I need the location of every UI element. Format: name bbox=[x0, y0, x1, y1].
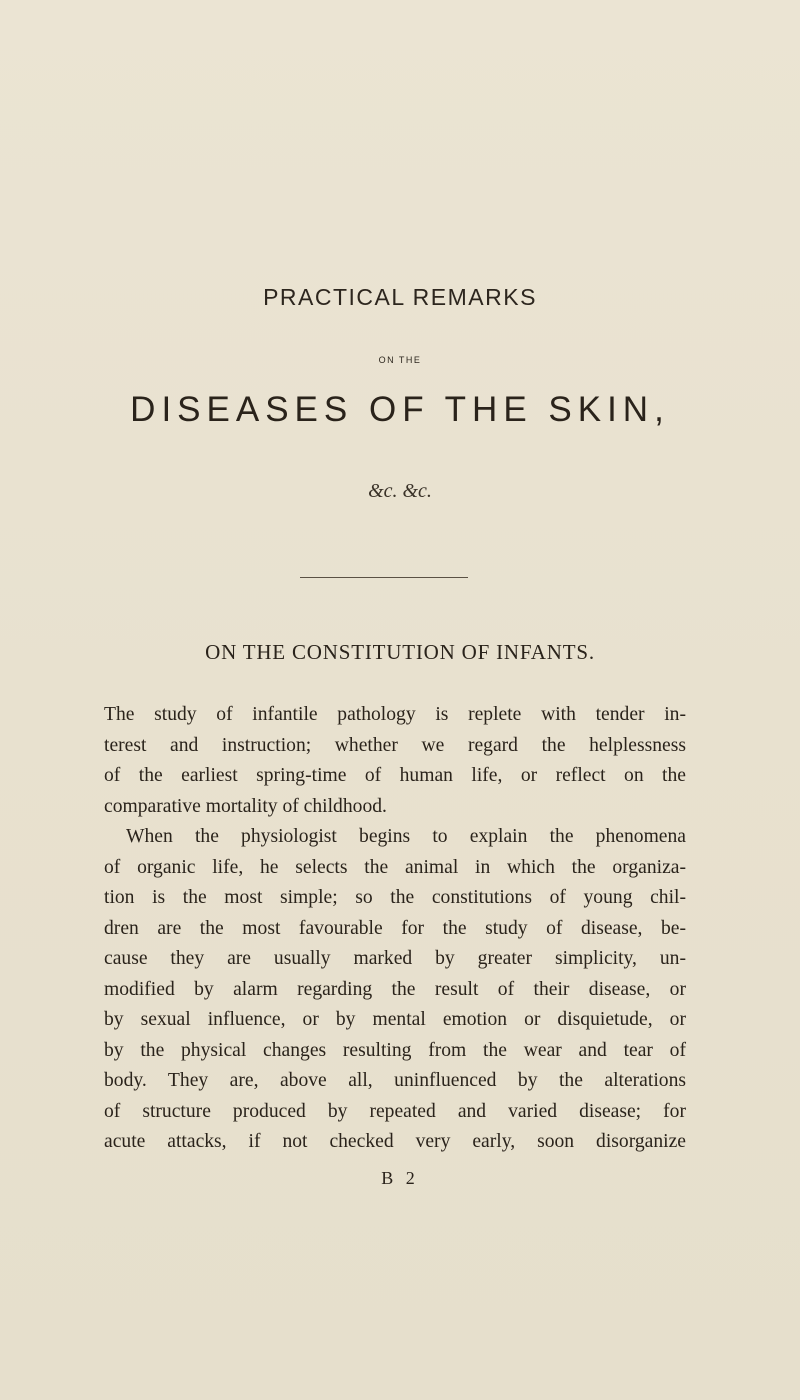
body-line: of the earliest spring-time of human life, or reflect on the bbox=[104, 765, 686, 786]
body-line: When the physiologist begins to explain the phenomena bbox=[126, 826, 686, 847]
body-line: of structure produced by repeated and varied disease; for bbox=[104, 1100, 686, 1122]
body-line: by sexual influence, or by mental emotion or disquietude, or bbox=[104, 1009, 686, 1030]
body-line: by the physical changes resulting from the wear and tear of bbox=[104, 1039, 686, 1061]
body-line: terest and instruction; whether we regard the helplessness bbox=[104, 734, 686, 756]
body-text bbox=[104, 700, 686, 1158]
body-line: of organic life, he selects the animal in which the organiza- bbox=[104, 856, 686, 878]
body-line: cause they are usually marked by greater simplicity, un- bbox=[104, 948, 686, 969]
main-title: DISEASES OF THE SKIN, bbox=[130, 390, 670, 429]
et-cetera: &c. &c. bbox=[368, 480, 432, 502]
body-line: The study of infantile pathology is replete with tender in- bbox=[104, 704, 686, 725]
running-title: PRACTICAL REMARKS bbox=[263, 284, 537, 310]
body-line: modified by alarm regarding the result of their disease, or bbox=[104, 978, 686, 1000]
title-rule bbox=[300, 577, 468, 578]
body-line: comparative mortality of childhood. bbox=[104, 795, 387, 817]
section-heading: ON THE CONSTITUTION OF INFANTS. bbox=[205, 640, 595, 664]
signature-mark: B 2 bbox=[381, 1168, 419, 1188]
body-line: body. They are, above all, uninfluenced by the alterations bbox=[104, 1070, 686, 1091]
body-line: dren are the most favourable for the study of disease, be- bbox=[104, 917, 686, 939]
on-the-label: ON THE bbox=[378, 355, 422, 365]
body-line: tion is the most simple; so the constitutions of young chil- bbox=[104, 887, 686, 908]
body-line: acute attacks, if not checked very early, soon disorganize bbox=[104, 1131, 686, 1152]
